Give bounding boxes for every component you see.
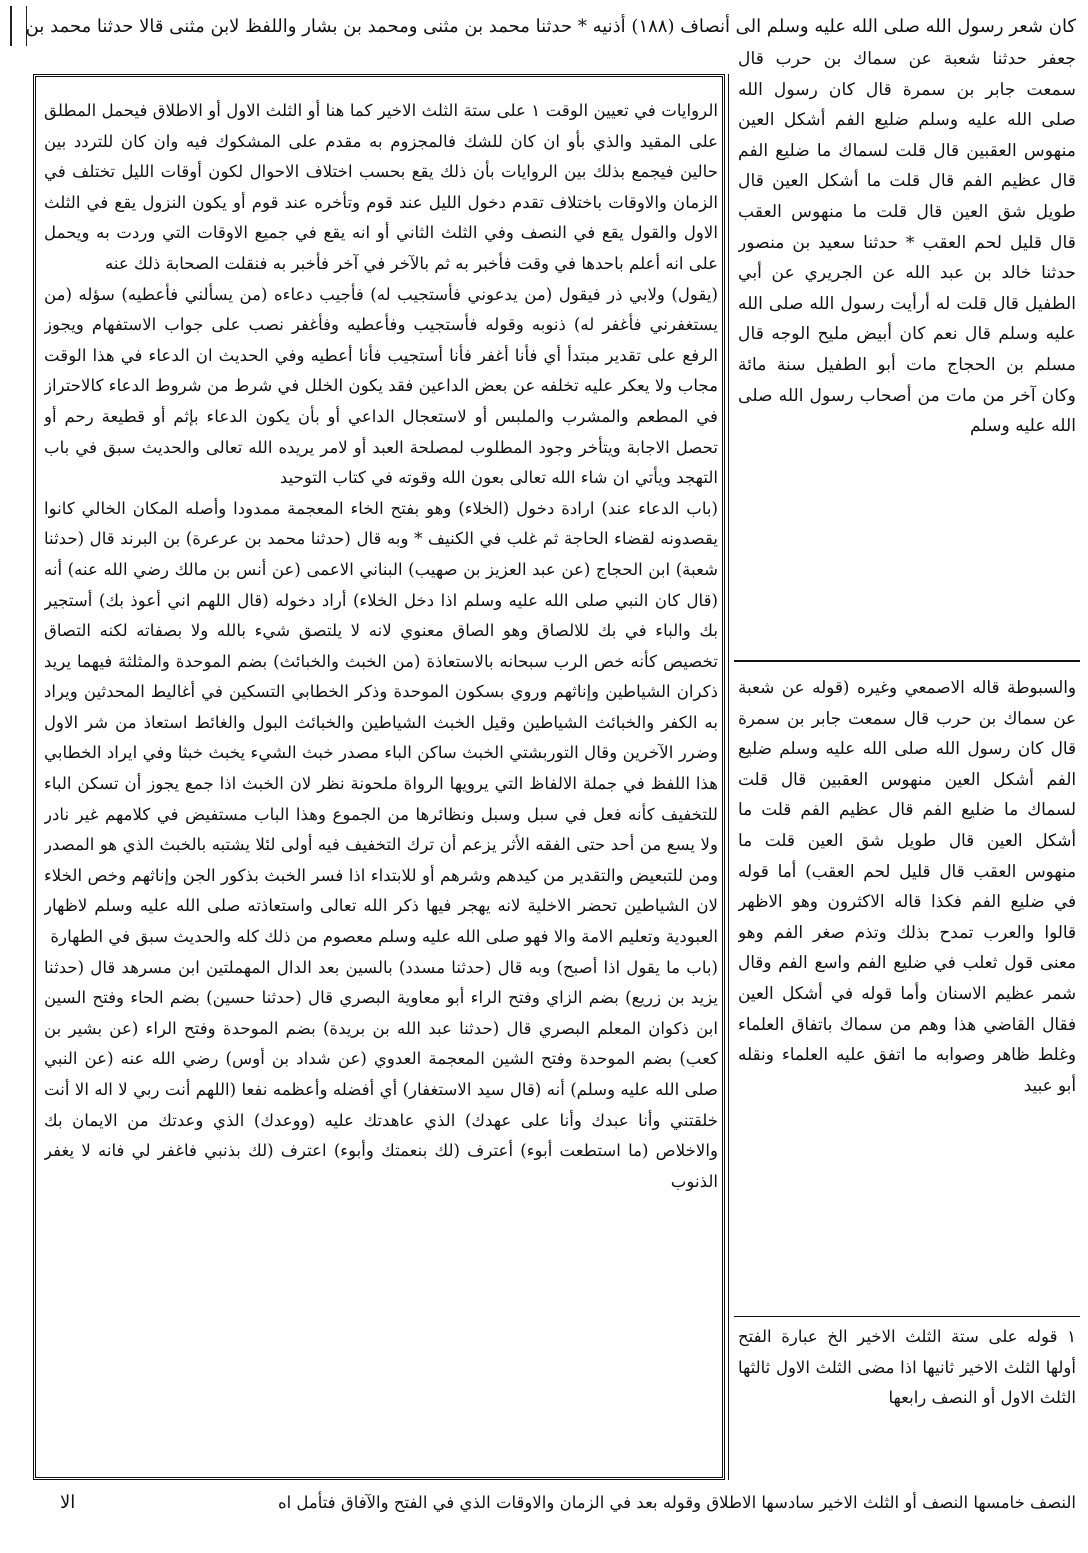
footnote-continuation: النصف خامسها النصف أو الثلث الاخير سادسها الاطلاق وقوله بعد في الزمان والاوقات الذي في الفتح والآفاق فتأمل اه [277, 1493, 1076, 1512]
commentary-paragraph: الروايات في تعيين الوقت ١ على ستة الثلث الاخير كما هنا أو الثلث الاول أو الاطلاق فيحمل المطلق على المقيد والذي بأو ان كان للشك فالمجزوم به مقدم على المشكوك فيه وان كان للتردد بين حالين فيجمع بذلك بين الروايات بأن ذلك يقع بحسب اختلاف الاحوال لكون أوقات الليل تختلف في الزمان والاوقات باختلاف تقدم دخول الليل عند قوم وتأخره عند قوم أو يكون النزول يقع في الثلث الاول والقول يقع في النصف وفي الثلث الثاني أو انه يقع في جميع الاوقات التي وردت به ويحمل على انه أعلم باحدها في وقت فأخبر به ثم بالآخر في آخر فأخبر به فنقلت الصحابة ذلك عنه [44, 101, 718, 273]
page-header: كان شعر رسول الله صلى الله عليه وسلم الى أنصاف (١٨٨) أذنيه * حدثنا محمد بن مثنى ومحمد بن بشار واللفظ لابن مثنى قالا حدثنا محمد بن [25, 16, 1076, 37]
commentary-paragraph: (باب الدعاء عند) ارادة دخول (الخلاء) وهو بفتح الخاء المعجمة ممدودا وأصله المكان الخالي كانوا يقصدونه لقضاء الحاجة ثم غلب في الكنيف * وبه قال (حدثنا محمد بن عرعرة) بن البرند قال (حدثنا شعبة) ابن الحجاج (عن عبد العزيز بن صهيب) البناني الاعمى (عن أنس بن مالك رضي الله عنه) أنه (قال كان النبي صلى الله عليه وسلم اذا دخل الخلاء) أراد دخوله (قال اللهم اني أعوذ بك) أستجير بك والباء في بك للالصاق وهو الصاق معنوي لانه لا يلتصق شيء بالله ولا بصفاته لكنه التصاق تخصيص كأنه خص الرب سبحانه بالاستعاذة (من الخبث والخبائث) بضم الموحدة والمثلثة فيهما يريد ذكران الشياطين وإناثهم وروي بسكون الموحدة وذكر الخطابي التسكين في أغاليط المحدثين ويراد به الكفر والخبائث الشياطين وقيل الخبث الشياطين والخبائث البول والغائط استعاذ من شر الاول وضرر الآخرين وقال التوربشتي الخبث ساكن الباء مصدر خبث الشيء يخبث خبثا وفي ايراد الخطابي هذا اللفظ في جملة الالفاظ التي يرويها الرواة ملحونة نظر لان الخبث اذا جمع يجوز أن تسكن الباء للتخفيف كأنه فعل في سبل وسبل ونظائرها من الجموع وهذا الباب مستفيض في كلامهم غير نادر ولا يسع من أحد حتى الفقه الأثر يزعم أن ترك التخفيف فيه أولى لئلا يشتبه بالخبث الذي هو المصدر ومن للتبعيض والتقدير من كيدهم وشرهم أو للابتداء اذا فسر الخبث بذكور الجن وإناثهم وخص الخلاء لان الشياطين تحضر الاخلية لانه يهجر فيها ذكر الله تعالى واستعاذته صلى الله عليه وسلم لاظهار العبودية وتعليم الامة والا فهو صلى الله عليه وسلم معصوم من ذلك كله والحديث سبق في الطهارة [44, 498, 718, 947]
section-divider [734, 660, 1080, 662]
footnote: ١ قوله على ستة الثلث الاخير الخ عبارة الفتح أولها الثلث الاخير ثانيها اذا مضى الثلث الاول ثالثها الثلث الاول أو النصف رابعها [738, 1327, 1076, 1408]
commentary-block [44, 96, 718, 1474]
column-divider [728, 74, 729, 1480]
catchword: الا [60, 1492, 76, 1513]
side-notes: والسبوطة قاله الاصمعي وغيره (قوله عن شعبة عن سماك بن حرب قال سمعت جابر بن سمرة قال كان رسول الله صلى الله عليه وسلم ضليع الفم أشكل العين منهوس العقبين قال قلت لسماك ما ضليع الفم قال عظيم الفم قلت ما أشكل العين قال طويل شق العين قلت ما منهوس العقب قال قليل لحم العقب) أما قوله في ضليع الفم فكذا قاله الاكثرون وهو الاظهر قالوا والعرب تمدح بذلك وتذم صغر الفم وهو معنى قول ثعلب في ضليع الفم واسع الفم وقال شمر عظيم الاسنان وأما قوله في أشكل العين فقال القاضي هذا وهم من سماك باتفاق العلماء وغلط ظاهر وصوابه ما اتفق عليه العلماء ونقله أبو عبيد [738, 677, 1076, 1095]
commentary-paragraph: (يقول) ولابي ذر فيقول (من يدعوني فأستجيب له) فأجيب دعاءه (من يسألني فأعطيه) سؤله (من يستغفرني فأغفر له) ذنوبه وقوله فأستجيب وفأعطيه وفأغفر نصب على جواب الاستفهام ويجوز الرفع على تقدير مبتدأ أي فأنا أغفر فأنا أستجيب فأنا أعطيه وفي الحديث ان الدعاء في هذا الوقت مجاب ولا يعكر عليه تخلفه عن بعض الداعين فقد يكون الخلل في شرط من شروط الدعاء كالاحتراز في المطعم والمشرب والملبس أو لاستعجال الداعي أو بأن يكون الدعاء بإثم أو قطيعة رحم أو تحصل الاجابة ويتأخر وجود المطلوب لمصلحة العبد أو لامر يريده الله تعالى والحديث سبق في باب التهجد ويأتي ان شاء الله تعالى بعون الله وقوته في كتاب التوحيد [44, 284, 718, 488]
commentary-paragraph: (باب ما يقول اذا أصبح) وبه قال (حدثنا مسدد) بالسين بعد الدال المهملتين ابن مسرهد قال (حدثنا يزيد بن زريع) بضم الزاي وفتح الراء أبو معاوية البصري قال (حدثنا حسين) بضم الحاء وفتح السين ابن ذكوان المعلم البصري قال (حدثنا عبد الله بن بريدة) بضم الموحدة وفتح الراء (عن بشير بن كعب) بضم الموحدة وفتح الشين المعجمة العدوي (عن شداد بن أوس) رضي الله عنه (عن النبي صلى الله عليه وسلم) أنه (قال سيد الاستغفار) أي أفضله وأعظمه نفعا (اللهم أنت ربي لا اله الا أنت خلقتني وأنا عبدك وأنا على عهدك) الذي عاهدتك عليه (ووعدك) الذي وعدتك من الايمان بك والاخلاص (ما استطعت أبوء) أعترف (لك بنعمتك وأبوء) اعترف (لك بذنبي فاغفر لي فانه لا يغفر الذنوب [44, 957, 718, 1191]
matn-text: جعفر حدثنا شعبة عن سماك بن حرب قال سمعت جابر بن سمرة قال كان رسول الله صلى الله عليه وسلم ضليع الفم أشكل العين منهوس العقبين قال قلت لسماك ما ضليع الفم قال عظيم الفم قال قلت ما أشكل العين قال طويل شق العين قال قلت ما منهوس العقب قال قليل لحم العقب * حدثنا سعيد بن منصور حدثنا خالد بن عبد الله عن الجريري عن أبي الطفيل قال قلت له أرأيت رسول الله صلى الله عليه وسلم قال نعم كان أبيض مليح الوجه قال مسلم بن الحجاج مات أبو الطفيل سنة مائة وكان آخر من مات من أصحاب رسول الله صلى الله عليه وسلم [738, 49, 1076, 437]
footnote-divider [734, 1316, 1080, 1317]
